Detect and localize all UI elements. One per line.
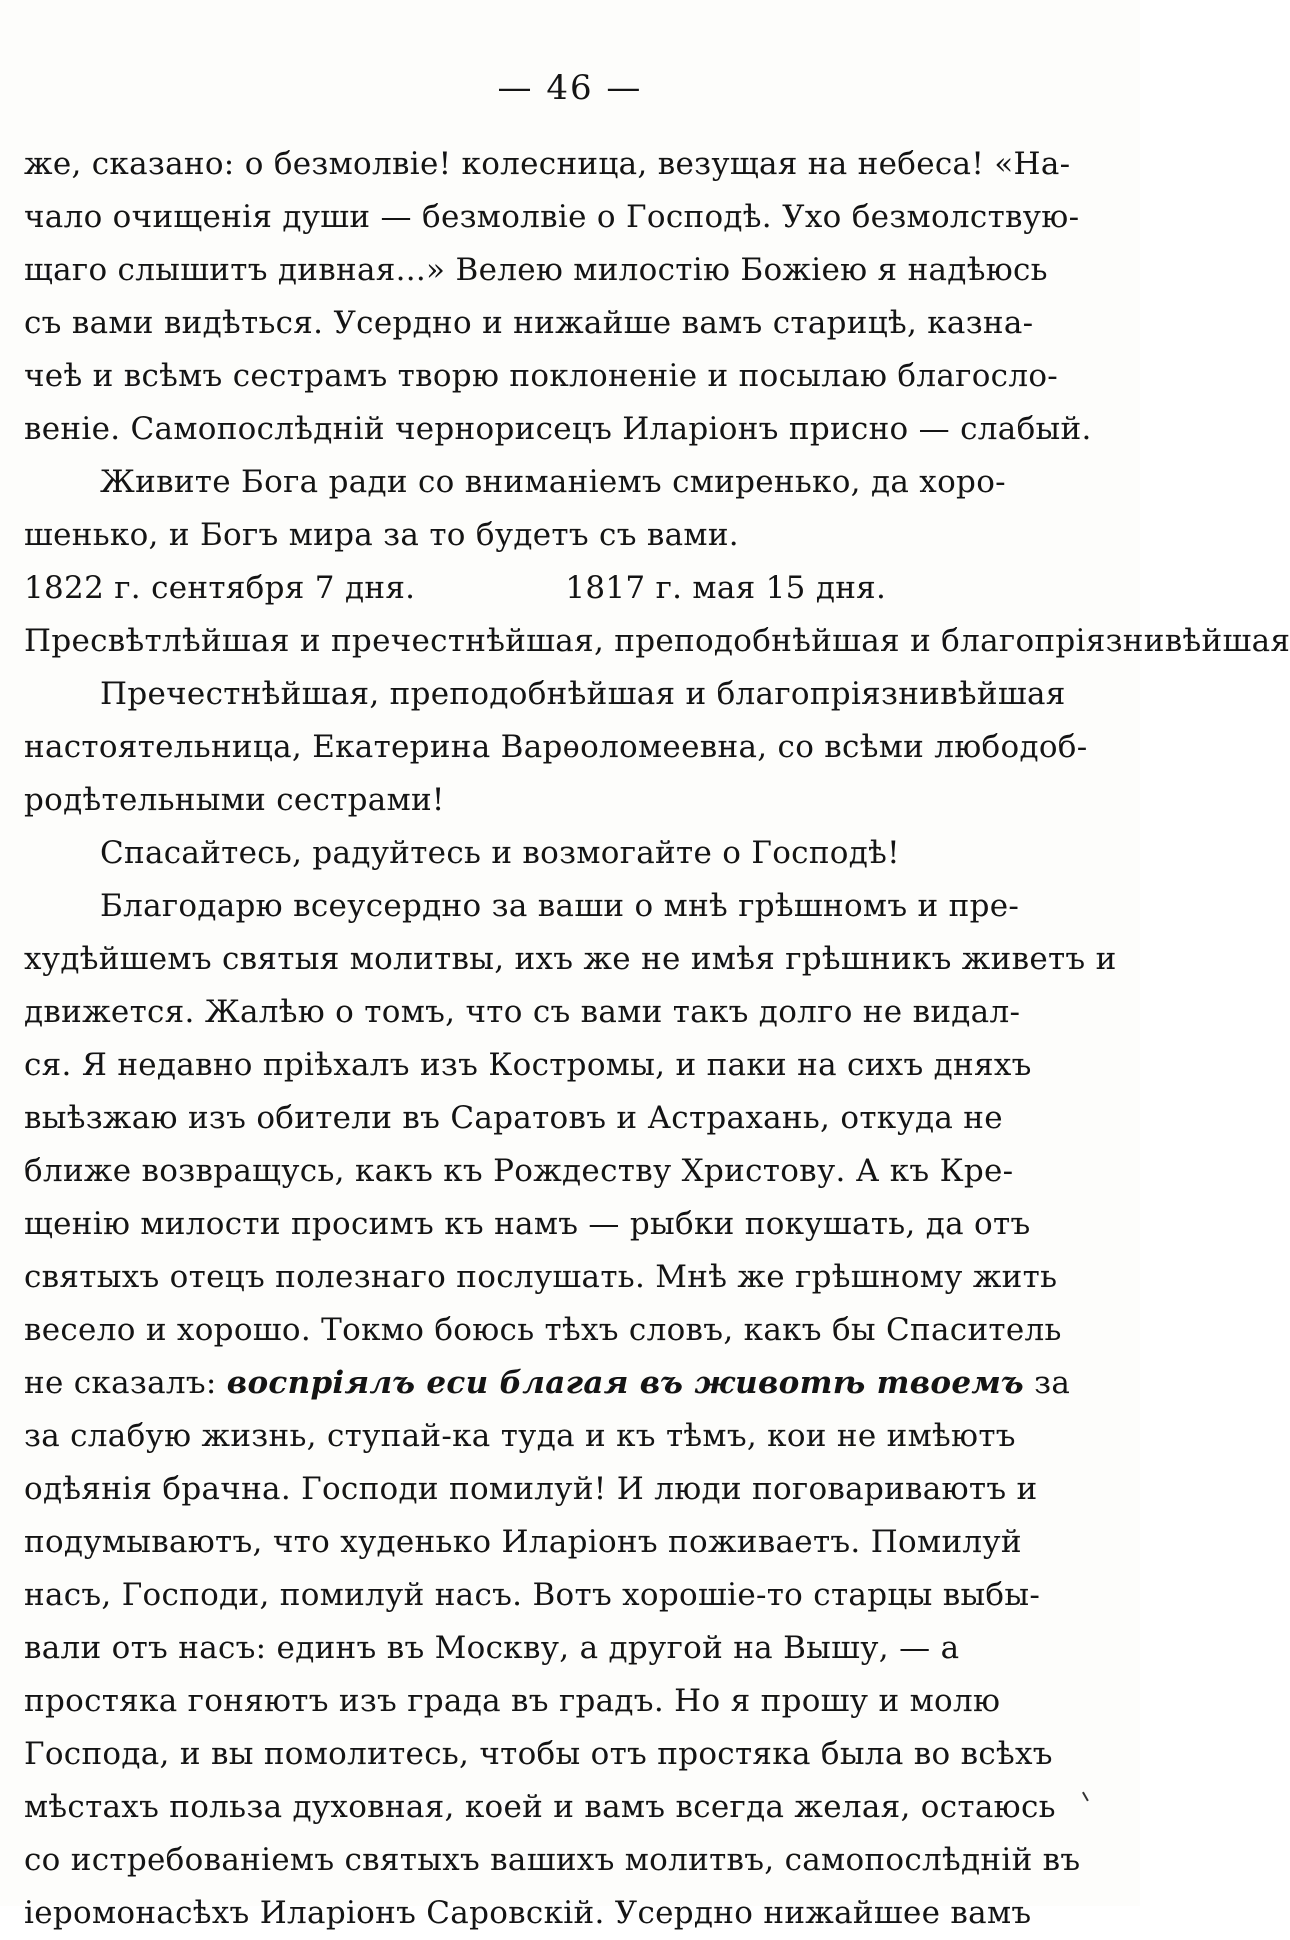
text-line: подумываютъ, что худенько Иларіонъ поживаетъ. Помилуй: [24, 1524, 1022, 1560]
text-line: худѣйшемъ святыя молитвы, ихъ же не имѣя грѣшникъ живетъ и: [24, 941, 1117, 977]
text-line: веніе. Самопослѣдній чернорисецъ Иларіонъ присно — слабый.: [24, 411, 1092, 447]
text-line: весело и хорошо. Токмо боюсь тѣхъ словъ, какъ бы Спаситель: [24, 1312, 1062, 1348]
text-line: Пресвѣтлѣйшая и пречестнѣйшая, преподобнѣйшая и благопріязнивѣйшая: [24, 623, 1290, 659]
text-line: же, сказано: о безмолвіе! колесница, везущая на небеса! «На-: [24, 146, 1071, 182]
text-line: родѣтельными сестрами!: [24, 782, 445, 818]
text-line: ся. Я недавно пріѣхалъ изъ Костромы, и паки на сихъ дняхъ: [24, 1047, 1032, 1083]
text-line: одѣянія брачна. Господи помилуй! И люди поговариваютъ и: [24, 1471, 1038, 1507]
letter-text: [24, 138, 1290, 1940]
quote-tail: за: [1024, 1365, 1071, 1401]
letter-date: 1822 г. сентября 7 дня.: [24, 570, 416, 606]
text-line: со истребованіемъ святыхъ вашихъ молитвъ, самопослѣдній въ: [24, 1842, 1081, 1878]
quote-lead: не сказалъ:: [24, 1365, 227, 1401]
text-line: чало очищенія души — безмолвіе о Господѣ. Ухо безмолствую-: [24, 199, 1080, 235]
quote-line: [24, 1357, 1071, 1410]
text-line: насъ, Господи, помилуй насъ. Вотъ хорошіе-то старцы выбы-: [24, 1577, 1041, 1613]
text-line: выѣзжаю изъ обители въ Саратовъ и Астрахань, откуда не: [24, 1100, 1003, 1136]
text-line: вали отъ насъ: единъ въ Москву, а другой на Вышу, — а: [24, 1630, 960, 1666]
text-line: мѣстахъ польза духовная, коей и вамъ всегда желая, остаюсь: [24, 1789, 1056, 1825]
salutation-line: Пречестнѣйшая, преподобнѣйшая и благопріязнивѣйшая: [100, 676, 1066, 712]
scripture-quote: воспріялъ еси благая въ животѣ твоемъ: [226, 1365, 1025, 1401]
text-line: Живите Бога ради со вниманіемъ смиренько, да хоро-: [100, 464, 1006, 500]
text-line: святыхъ отецъ полезнаго послушать. Мнѣ же грѣшному жить: [24, 1259, 1058, 1295]
text-line: съ вами видѣться. Усердно и нижайше вамъ старицѣ, казна-: [24, 305, 1034, 341]
text-line: чеѣ и всѣмъ сестрамъ творю поклоненіе и посылаю благосло-: [24, 358, 1059, 394]
date-line: [24, 562, 1034, 615]
text-line: за слабую жизнь, ступай-ка туда и къ тѣмъ, кои не имѣютъ: [24, 1418, 1016, 1454]
text-line: Спасайтесь, радуйтесь и возмогайте о Господѣ!: [100, 835, 900, 871]
text-line: іеромонасѣхъ Иларіонъ Саровскій. Усердно нижайшее вамъ: [24, 1895, 1032, 1931]
next-letter-date: 1817 г. мая 15 дня.: [565, 570, 887, 606]
ink-mark: [1082, 1789, 1094, 1802]
text-line: настоятельница, Екатерина Варѳоломеевна, со всѣми любодоб-: [24, 729, 1088, 765]
page-number: — 46 —: [497, 68, 643, 108]
text-line: шенько, и Богъ мира за то будетъ съ вами.: [24, 517, 739, 553]
text-line: движется. Жалѣю о томъ, что съ вами такъ долго не видал-: [24, 994, 1021, 1030]
text-line: простяка гоняютъ изъ града въ градъ. Но я прошу и молю: [24, 1683, 1001, 1719]
text-line: Господа, и вы помолитесь, чтобы отъ простяка была во всѣхъ: [24, 1736, 1053, 1772]
text-line: Благодарю всеусердно за ваши о мнѣ грѣшномъ и пре-: [100, 888, 1020, 924]
text-line: щенію милости просимъ къ намъ — рыбки покушать, да отъ: [24, 1206, 1031, 1242]
text-line: ближе возвращусь, какъ къ Рождеству Христову. А къ Кре-: [24, 1153, 1014, 1189]
text-line: щаго слышитъ дивная...» Велею милостію Божіею я надѣюсь: [24, 252, 1048, 288]
